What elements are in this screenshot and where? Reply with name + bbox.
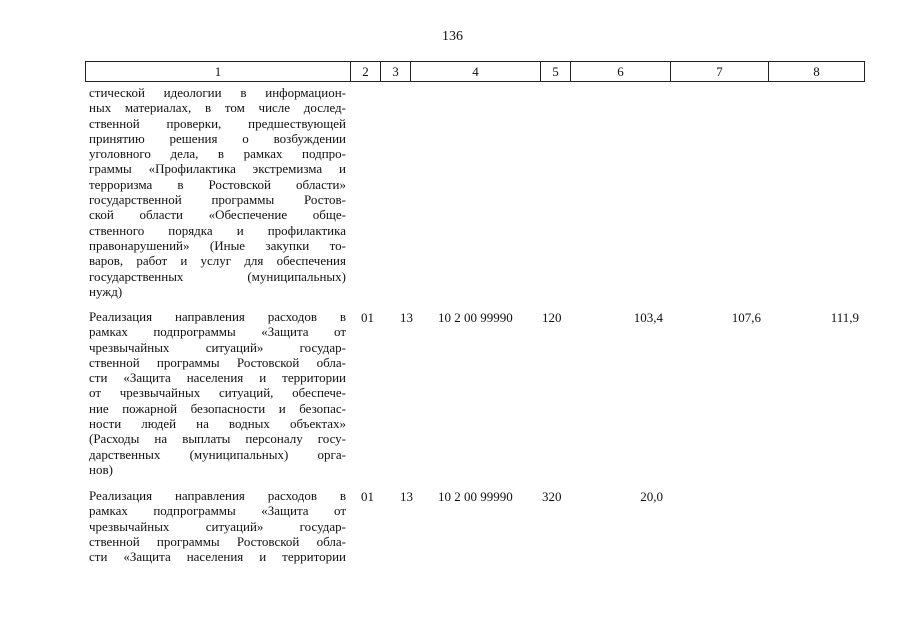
text-line: чрезвычайных ситуаций» государ- [89, 518, 346, 534]
text-line: рамках подпрограммы «Защита от [89, 503, 346, 519]
text-line: Реализация направления расходов в [89, 309, 346, 324]
header-col-3: 3 [381, 62, 411, 81]
text-line: ности людей на водных объектах» [89, 416, 346, 432]
text-line: правонарушений» (Иные закупки то- [89, 237, 346, 253]
cell-amount-col6: 103,4 [633, 310, 663, 325]
header-col-2: 2 [351, 62, 381, 81]
cell-expense-type: 120 [542, 310, 562, 325]
text-line: (Расходы на выплаты персоналу госу- [89, 431, 346, 447]
table-header-row [85, 61, 865, 82]
text-line: рамках подпрограммы «Защита от [89, 324, 346, 340]
text-line: ственной программы Ростовской обла- [89, 533, 346, 549]
text-line: дарственных (муниципальных) орга- [89, 446, 346, 462]
text-line: уголовного дела, в рамках подпро- [89, 146, 346, 162]
row-description [89, 85, 346, 299]
header-col-1: 1 [86, 62, 351, 81]
text-line: ственной проверки, предшествующей [89, 115, 346, 131]
cell-amount-col7: 107,6 [731, 310, 761, 325]
cell-amount-col6: 20,0 [640, 489, 663, 504]
text-line: ных материалах, в том числе дослед- [89, 100, 346, 116]
text-line: ние пожарной безопасности и безопас- [89, 400, 346, 416]
text-line: граммы «Профилактика экстремизма и [89, 161, 346, 177]
text-line: сти «Защита населения и территории [89, 370, 346, 386]
header-col-5: 5 [541, 62, 571, 81]
text-line: ской области «Обеспечение обще- [89, 207, 346, 223]
text-line: ственного порядка и профилактика [89, 222, 346, 238]
cell-section-code: 01 [361, 489, 374, 504]
cell-target-article: 10 2 00 99990 [438, 489, 513, 504]
text-line: ственной программы Ростовской обла- [89, 354, 346, 370]
text-line: стической идеологии в информацион- [89, 85, 346, 100]
text-line: нов) [89, 461, 113, 477]
cell-expense-type: 320 [542, 489, 562, 504]
row-description [89, 309, 346, 477]
text-line: нужд) [89, 283, 123, 299]
text-line: Реализация направления расходов в [89, 488, 346, 503]
row-description [89, 488, 346, 564]
cell-amount-col8: 111,9 [830, 310, 859, 325]
cell-section-code: 01 [361, 310, 374, 325]
header-col-4: 4 [411, 62, 541, 81]
cell-subsection-code: 13 [400, 310, 413, 325]
header-col-6: 6 [571, 62, 671, 81]
text-line: сти «Защита населения и территории [89, 549, 346, 565]
text-line: от чрезвычайных ситуаций, обеспече- [89, 385, 346, 401]
header-col-7: 7 [671, 62, 769, 81]
text-line: принятию решения о возбуждении [89, 130, 346, 146]
text-line: государственных (муниципальных) [89, 268, 346, 284]
text-line: терроризма в Ростовской области» [89, 176, 346, 192]
header-col-8: 8 [813, 64, 820, 79]
text-line: государственной программы Ростов- [89, 192, 346, 208]
text-line: варов, работ и услуг для обеспечения [89, 253, 346, 269]
cell-target-article: 10 2 00 99990 [438, 310, 513, 325]
text-line: чрезвычайных ситуаций» государ- [89, 339, 346, 355]
cell-subsection-code: 13 [400, 489, 413, 504]
page-number: 136 [442, 29, 463, 44]
